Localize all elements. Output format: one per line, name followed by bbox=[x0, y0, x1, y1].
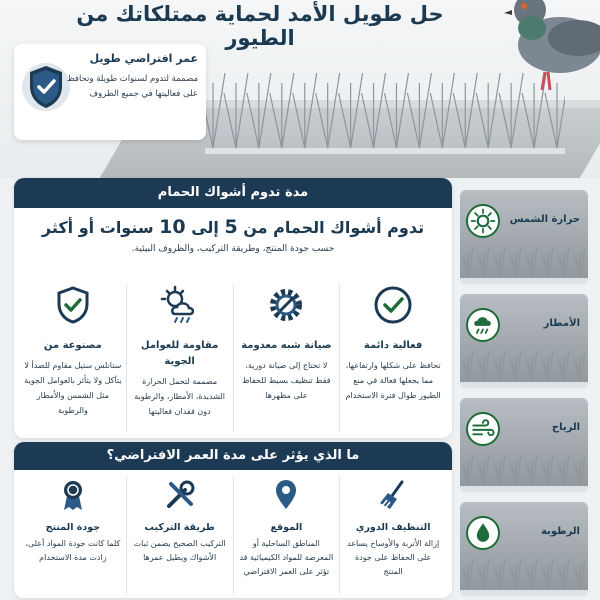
wind-icon bbox=[466, 412, 500, 446]
factor-title: التنظيف الدوري bbox=[355, 522, 431, 533]
factor-item bbox=[339, 476, 446, 594]
feature-item bbox=[20, 284, 126, 432]
condition-tile-humidity bbox=[460, 502, 588, 596]
factor-item bbox=[233, 476, 340, 594]
droplet-icon bbox=[466, 516, 500, 550]
card-title: عمر افتراضي طويل bbox=[89, 52, 198, 65]
feature-text: لا تحتاج إلى صيانة دورية، فقط تنظيف بسيط للحفاظ على مظهرها bbox=[242, 361, 331, 400]
lifespan-heading: مدة تدوم أشواك الحمام bbox=[14, 178, 452, 208]
hero-banner bbox=[0, 0, 600, 178]
headline-suffix: سنوات أو أكثر bbox=[41, 218, 154, 237]
feature-item bbox=[339, 284, 446, 432]
tools-icon bbox=[163, 478, 197, 512]
pigeon-image bbox=[490, 0, 600, 110]
factor-item bbox=[126, 476, 233, 594]
location-pin-icon bbox=[269, 478, 303, 512]
condition-label: حرارة الشمس bbox=[509, 214, 580, 225]
headline-to: إلى bbox=[191, 218, 219, 237]
check-circle-icon bbox=[372, 284, 414, 326]
feature-title: فعالية دائمة bbox=[363, 340, 423, 351]
spikes-thumbnail bbox=[460, 342, 588, 388]
lifespan-subline: حسب جودة المنتج، وطريقة التركيب، والظروف البيئية. bbox=[131, 244, 335, 254]
condition-tile-sun bbox=[460, 190, 588, 284]
shield-check-icon bbox=[22, 58, 70, 116]
sun-icon bbox=[466, 204, 500, 238]
factor-text: المناطق الساحلية أو المعرضة للمواد الكيميائية قد تؤثر على العمر الافتراضي bbox=[239, 539, 334, 576]
lifespan-panel bbox=[14, 178, 452, 438]
condition-label: الرياح bbox=[551, 422, 580, 433]
factor-title: الموقع bbox=[270, 522, 303, 533]
feature-title: صيانة شبه معدومة bbox=[241, 340, 332, 351]
headline-max: 10 bbox=[159, 216, 186, 238]
feature-title: مقاومة للعوامل الجوية bbox=[140, 340, 219, 367]
condition-tiles bbox=[460, 190, 588, 596]
factors-panel bbox=[14, 442, 452, 598]
factor-item bbox=[20, 476, 126, 594]
spikes-thumbnail bbox=[460, 238, 588, 284]
long-lifespan-card bbox=[14, 44, 206, 140]
factor-text: إزالة الأتربة والأوساخ يساعد على الحفاظ على جودة المنتج bbox=[347, 539, 440, 576]
feature-text: تحافظ على شكلها وارتفاعها، مما يجعلها فعالة في منع الطيور طوال فترة الاستخدام bbox=[345, 361, 441, 400]
factors-heading: ما الذي يؤثر على مدة العمر الافتراضي؟ bbox=[14, 442, 452, 470]
factor-title: طريقة التركيب bbox=[144, 522, 215, 533]
feature-item bbox=[233, 284, 340, 432]
headline-min: 5 bbox=[224, 216, 238, 238]
rain-cloud-icon bbox=[466, 308, 500, 342]
shield-check-icon bbox=[52, 284, 94, 326]
feature-title: مصنوعة من bbox=[43, 340, 102, 351]
broom-icon bbox=[376, 478, 410, 512]
factor-list bbox=[20, 476, 446, 594]
feature-text: ستانلس ستيل مقاوم للصدأ لا يتآكل ولا يتأثر بالعوامل الجوية مثل الشمس والأمطار والرطوبة bbox=[24, 361, 122, 415]
factor-title: جودة المنتج bbox=[45, 522, 101, 533]
factor-text: التركيب الصحيح يضمن ثبات الأشواك ويطيل عمرها bbox=[133, 539, 226, 562]
hero-title: حل طويل الأمد لحماية ممتلكاتك من الطيور bbox=[76, 2, 444, 50]
spikes-thumbnail bbox=[460, 550, 588, 596]
condition-label: الأمطار bbox=[543, 318, 580, 329]
condition-tile-wind bbox=[460, 398, 588, 492]
weather-icon bbox=[159, 284, 201, 326]
feature-list bbox=[20, 284, 446, 432]
condition-label: الرطوبة bbox=[541, 526, 580, 537]
quality-medal-icon bbox=[56, 478, 90, 512]
card-text: مصممة لتدوم لسنوات طويلة وتحافظ على فعاليتها في جميع الظروف bbox=[66, 74, 198, 99]
feature-text: مصممة لتحمل الحرارة الشديدة، الأمطار، والرطوبة دون فقدان فعاليتها bbox=[134, 377, 225, 416]
factor-text: كلما كانت جودة المواد أعلى، زادت مدة الاستخدام bbox=[25, 539, 121, 562]
headline-prefix: تدوم أشواك الحمام من bbox=[243, 218, 425, 237]
spikes-thumbnail bbox=[460, 446, 588, 492]
feature-item bbox=[126, 284, 233, 432]
condition-tile-rain bbox=[460, 294, 588, 388]
gear-wrench-icon bbox=[265, 284, 307, 326]
lifespan-headline bbox=[14, 216, 452, 238]
